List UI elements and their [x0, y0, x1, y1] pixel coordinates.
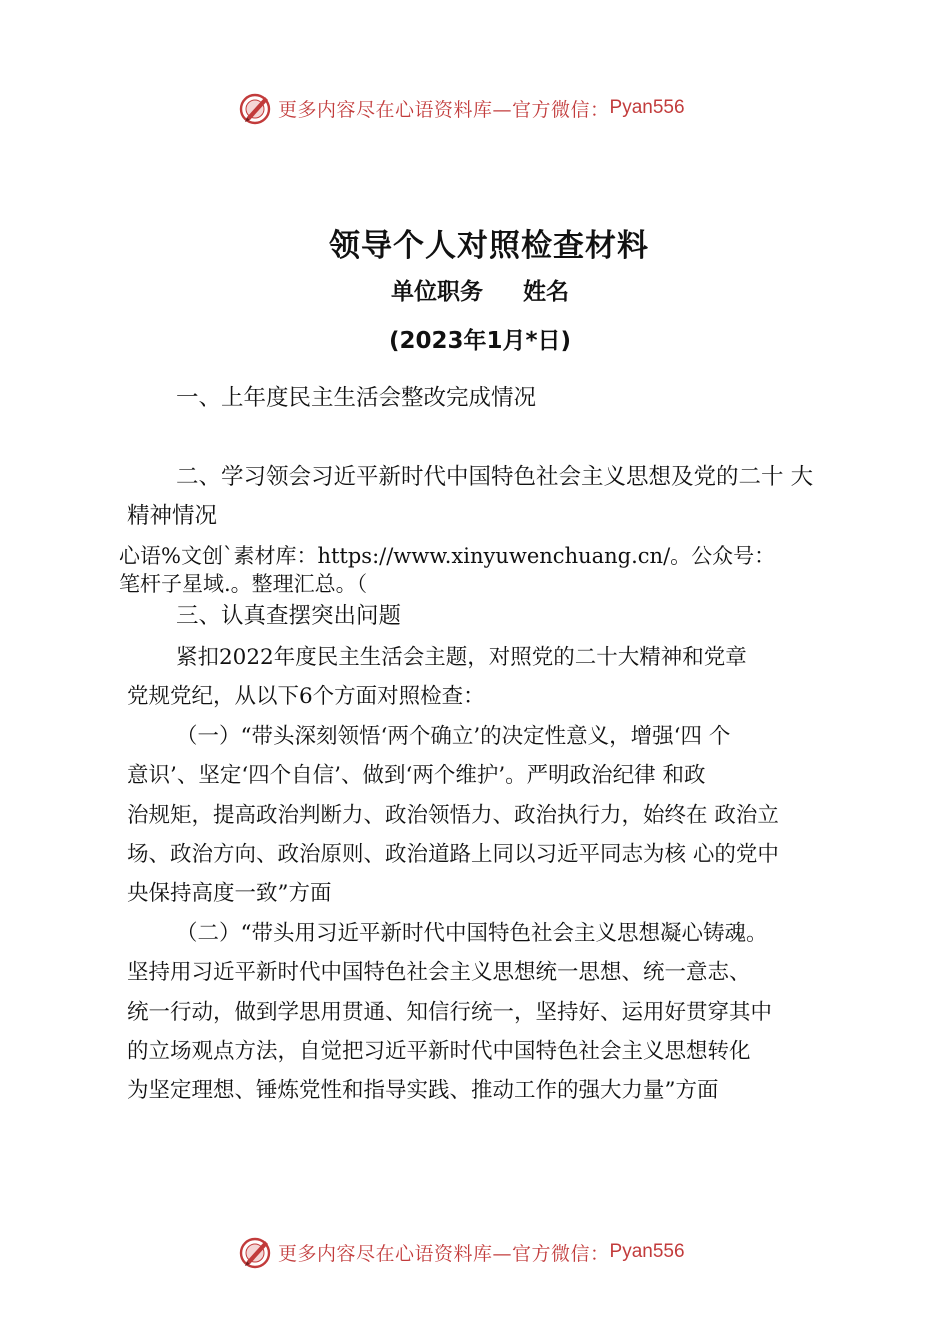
item2-line3: 统一行动，做到学思用贯通、知信行统一，坚持好、运用好贯穿其中: [127, 1000, 773, 1025]
item1-line2: 意识’、坚定‘四个自信’、做到‘两个维护’。严明政治纪律 和政: [127, 763, 706, 788]
section1-heading: 一、上年度民主生活会整改完成情况: [176, 385, 537, 411]
item1-line4: 场、政治方向、政治原则、政治道路上同以习近平同志为核 心的党中: [127, 842, 779, 867]
source-note-line1: 心语%文创`素材库：https://www.xinyuwenchuang.cn/。公众号：: [119, 544, 776, 568]
item2-line5: 为坚定理想、锤炼党性和指导实践、推动工作的强大力量”方面: [127, 1078, 719, 1103]
pen-logo-icon: [238, 90, 274, 126]
section3-intro-line2: 党规党纪，从以下6个方面对照检查：: [127, 684, 485, 709]
pen-logo-icon: [238, 1234, 274, 1270]
section2-heading-line1: 二、学习领会习近平新时代中国特色社会主义思想及党的二十 大: [176, 464, 814, 490]
watermark-content: [238, 88, 685, 128]
author-line: [0, 273, 950, 306]
watermark-wechat-id: Pyan556: [609, 1241, 685, 1262]
watermark-wechat-id: Pyan556: [609, 97, 685, 118]
author-name: 姓名: [523, 279, 569, 305]
watermark-text: 更多内容尽在心语资料库—官方微信：: [278, 98, 610, 121]
item1-line3: 治规矩，提高政治判断力、政治领悟力、政治执行力，始终在 政治立: [127, 803, 779, 828]
item1-line1: （一）“带头深刻领悟‘两个确立’的决定性意义，增强‘四 个: [176, 724, 731, 749]
item2-line4: 的立场观点方法，自觉把习近平新时代中国特色社会主义思想转化: [127, 1039, 751, 1064]
item2-line2: 坚持用习近平新时代中国特色社会主义思想统一思想、统一意志、: [127, 960, 751, 985]
watermark-text: 更多内容尽在心语资料库—官方微信：: [278, 1242, 610, 1265]
section3-heading: 三、认真查摆突出问题: [176, 603, 402, 629]
document-date: (2023年1月*日): [388, 328, 572, 354]
section3-intro-line1: 紧扣2022年度民主生活会主题，对照党的二十大精神和党章: [176, 645, 747, 670]
source-note-line2: 笔杆子星域.。整理汇总。（: [119, 572, 368, 596]
document-title: 领导个人对照检查材料: [329, 228, 649, 264]
watermark-content: [238, 1232, 685, 1272]
watermark-banner-bottom: [0, 1232, 950, 1272]
item2-line1: （二）“带头用习近平新时代中国特色社会主义思想凝心铸魂。: [176, 921, 768, 946]
watermark-banner-top: [0, 88, 950, 128]
item1-line5: 央保持高度一致”方面: [127, 881, 332, 906]
section2-heading-line2: 精神情况: [127, 503, 218, 529]
author-position: 单位职务: [391, 279, 483, 305]
